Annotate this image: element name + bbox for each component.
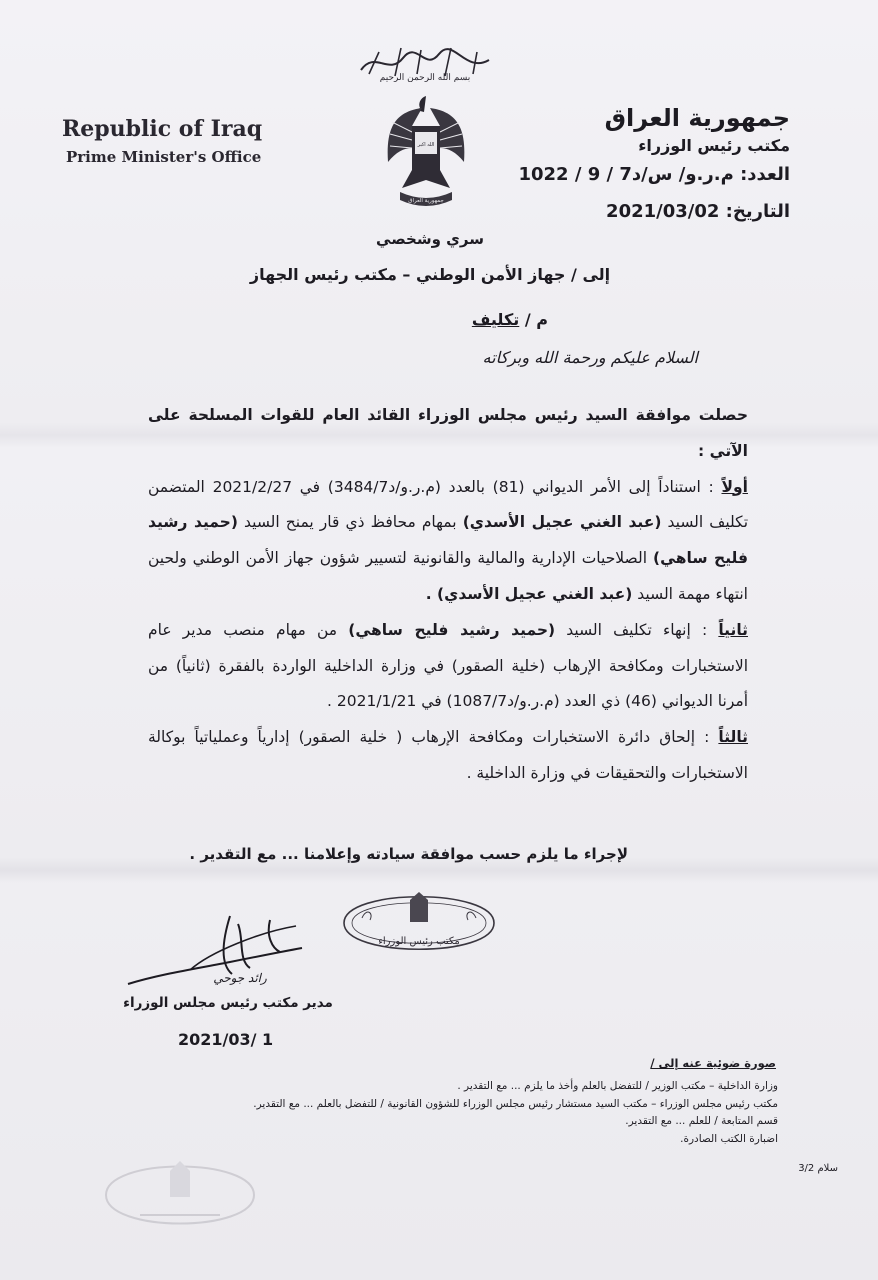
subject: تكليف — [471, 310, 520, 329]
name-abdulghani-2: (عبد الغني عجيل الأسدي) . — [425, 584, 633, 603]
letter-body — [148, 398, 748, 792]
office-arabic: مكتب رئيس الوزراء — [638, 136, 790, 155]
greeting: السلام عليكم ورحمة الله وبركاته — [482, 348, 698, 367]
svg-text:جمهورية العراق: جمهورية العراق — [408, 198, 444, 204]
handwritten-signature — [120, 912, 310, 992]
closing-line: لإجراء ما يلزم حسب موافقة سيادته وإعلامنا ... مع التقدير . — [189, 845, 628, 863]
clause-first — [148, 470, 748, 613]
classification: سري وشخصي — [376, 230, 484, 248]
clause-third-text: : إلحاق دائرة الاستخبارات ومكافحة الإرهاب ( خلية الصقور) إدارياً وعملياتياً بوكالة الاستخبارات والتحقيقات في وزارة الداخلية . — [148, 728, 748, 782]
name-hameed: (حميد رشيد فليح ساهي) — [148, 513, 748, 568]
copy-item: وزارة الداخلية – مكتب الوزير / للتفضل بالعلم وأخذ ما يلزم ... مع التقدير . — [457, 1080, 778, 1092]
office-english: Prime Minister's Office — [66, 148, 262, 166]
svg-text:بسم الله الرحمن الرحيم: بسم الله الرحمن الرحيم — [379, 73, 471, 82]
embossed-seal — [100, 1145, 260, 1245]
clause-second-label: ثانياً — [718, 620, 748, 639]
copy-item: مكتب رئيس مجلس الوزراء – مكتب السيد مستشار رئيس مجلس الوزراء للشؤون القانونية / للتفضل بالعلم ... مع التقدير. — [253, 1097, 778, 1110]
clause-second-text-b: من مهام منصب مدير عام الاستخبارات ومكافحة الإرهاب (خلية الصقور) في وزارة الداخلية الواردة بالفقرة (ثانياً) من أمرنا الديواني (46) ذي العدد (م.ر.و/د1087/7) في 2021/1/21 . — [148, 620, 748, 711]
date-label: التاريخ: — [725, 201, 790, 222]
copies-list — [218, 1078, 778, 1148]
basmala — [355, 40, 495, 82]
copy-item: قسم المتابعة / للعلم ... مع التقدير. — [625, 1115, 778, 1127]
svg-text:مكتب رئيس الوزراء: مكتب رئيس الوزراء — [378, 936, 460, 947]
signature-date: 2021/03/ 1 — [178, 1030, 274, 1049]
republic-english: Republic of Iraq — [62, 116, 263, 142]
iraq-eagle-emblem — [382, 92, 470, 214]
clause-second-text-a: : إنهاء تكليف السيد — [566, 620, 708, 639]
clause-third — [148, 720, 748, 792]
clause-first-text-c: الصلاحيات الإدارية والمالية والقانونية لتسيير شؤون جهاز الأمن الوطني ولحين انتهاء مهمة السيد — [148, 549, 748, 603]
name-abdulghani: (عبد الغني عجيل الأسدي) — [462, 513, 662, 532]
intro-paragraph: حصلت موافقة السيد رئيس مجلس الوزراء القائد العام للقوات المسلحة على الآتي : — [148, 406, 748, 460]
signatory-title: مدير مكتب رئيس مجلس الوزراء — [123, 995, 333, 1011]
date-value: 2021/03/02 — [606, 201, 720, 222]
svg-text:رائد جوحي: رائد جوحي — [213, 971, 267, 985]
subject-prefix: م / — [524, 310, 548, 329]
clause-first-text-a: : استناداً إلى الأمر الديواني (81) بالعدد (م.ر.و/د3484/7) في 2021/2/27 المتضمن تكليف السيد — [148, 477, 749, 532]
footer-code: سلام 3/2 — [798, 1163, 838, 1174]
letter-date — [606, 201, 790, 222]
reference-number — [518, 164, 790, 185]
subject-line — [472, 310, 548, 329]
clause-second — [148, 613, 748, 720]
reference-label: العدد: — [740, 164, 790, 185]
clause-third-label: ثالثاً — [718, 728, 748, 747]
republic-arabic: جمهورية العراق — [604, 104, 790, 132]
svg-text:الله اكبر: الله اكبر — [417, 142, 435, 148]
clause-first-label: أولاً — [721, 477, 748, 496]
reference-value: م.ر.و/ س/د7 / 9 / 1022 — [518, 164, 734, 185]
copy-item: اضبارة الكتب الصادرة. — [680, 1132, 778, 1145]
clause-first-text-b: بمهام محافظ ذي قار يمنح السيد — [244, 513, 457, 532]
copies-heading: صورة ضوئية عنه إلى / — [650, 1056, 776, 1070]
office-stamp — [338, 878, 500, 968]
name-hameed-2: (حميد رشيد فليح ساهي) — [348, 620, 556, 639]
recipient: إلى / جهاز الأمن الوطني – مكتب رئيس الجهاز — [249, 265, 611, 284]
